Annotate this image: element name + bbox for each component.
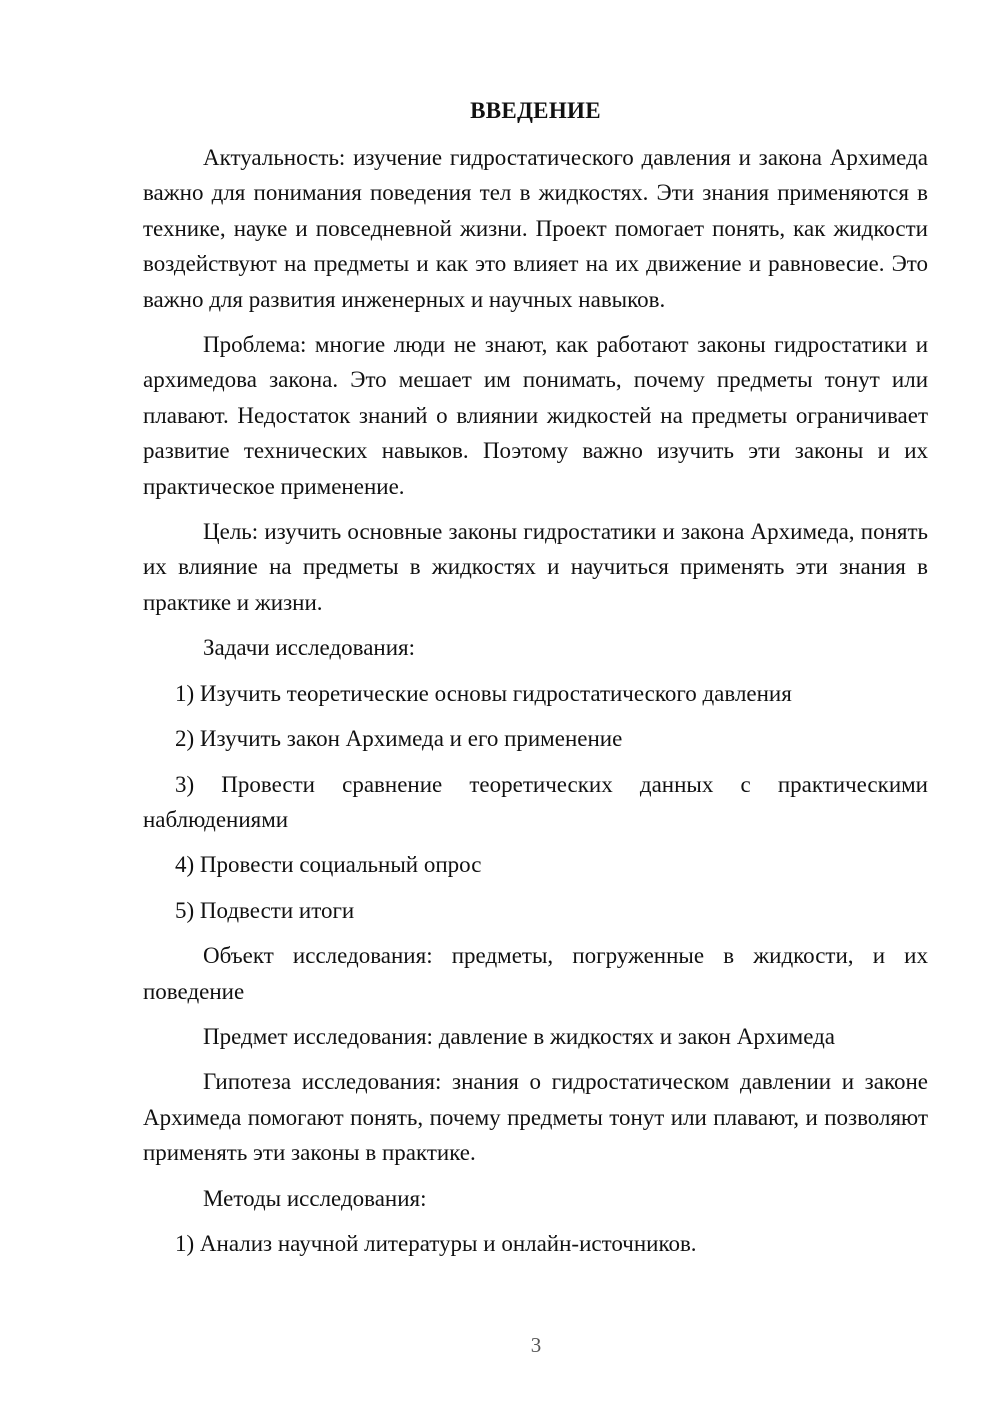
tasks-heading: Задачи исследования: (203, 635, 416, 661)
subject-paragraph: Предмет исследования: давление в жидкостях и закон Архимеда (203, 1023, 836, 1049)
method-item-1: 1) Анализ научной литературы и онлайн-источников. (175, 1230, 697, 1256)
task-item-3: 3) Провести сравнение теоретических данных с практическими наблюдениями (143, 771, 928, 832)
methods-heading: Методы исследования: (203, 1185, 427, 1211)
problem-paragraph: Проблема: многие люди не знают, как работают законы гидростатики и архимедова закона. Это мешает им понимать, почему предметы тонут или плавают. Недостаток знаний о влиянии жидкостей на предметы ограничивает развитие технических навыков. Поэтому важно изучить эти законы и их практическое применение. (143, 332, 928, 499)
section-title: ВВЕДЕНИЕ (470, 98, 601, 123)
page-content (143, 95, 928, 1271)
goal-paragraph: Цель: изучить основные законы гидростатики и закона Архимеда, понять их влияние на предметы в жидкостях и научиться применять эти знания в практике и жизни. (143, 519, 928, 615)
page-number: 3 (530, 1333, 542, 1357)
hypothesis-paragraph: Гипотеза исследования: знания о гидростатическом давлении и законе Архимеда помогают понять, почему предметы тонут или плавают, и позволяют применять эти законы в практике. (143, 1069, 928, 1166)
task-item-1: 1) Изучить теоретические основы гидростатического давления (175, 680, 792, 706)
task-item-4: 4) Провести социальный опрос (175, 852, 482, 878)
task-item-5: 5) Подвести итоги (175, 897, 355, 923)
object-paragraph: Объект исследования: предметы, погруженные в жидкости, и их поведение (143, 943, 928, 1004)
task-item-2: 2) Изучить закон Архимеда и его применение (175, 726, 623, 752)
relevance-paragraph: Актуальность: изучение гидростатического давления и закона Архимеда важно для понимания поведения тел в жидкостях. Эти знания применяются в технике, науке и повседневной жизни. Проект помогает понять, как жидкости воздействуют на предметы и как это влияет на их движение и равновесие. Это важно для развития инженерных и научных навыков. (143, 145, 928, 312)
